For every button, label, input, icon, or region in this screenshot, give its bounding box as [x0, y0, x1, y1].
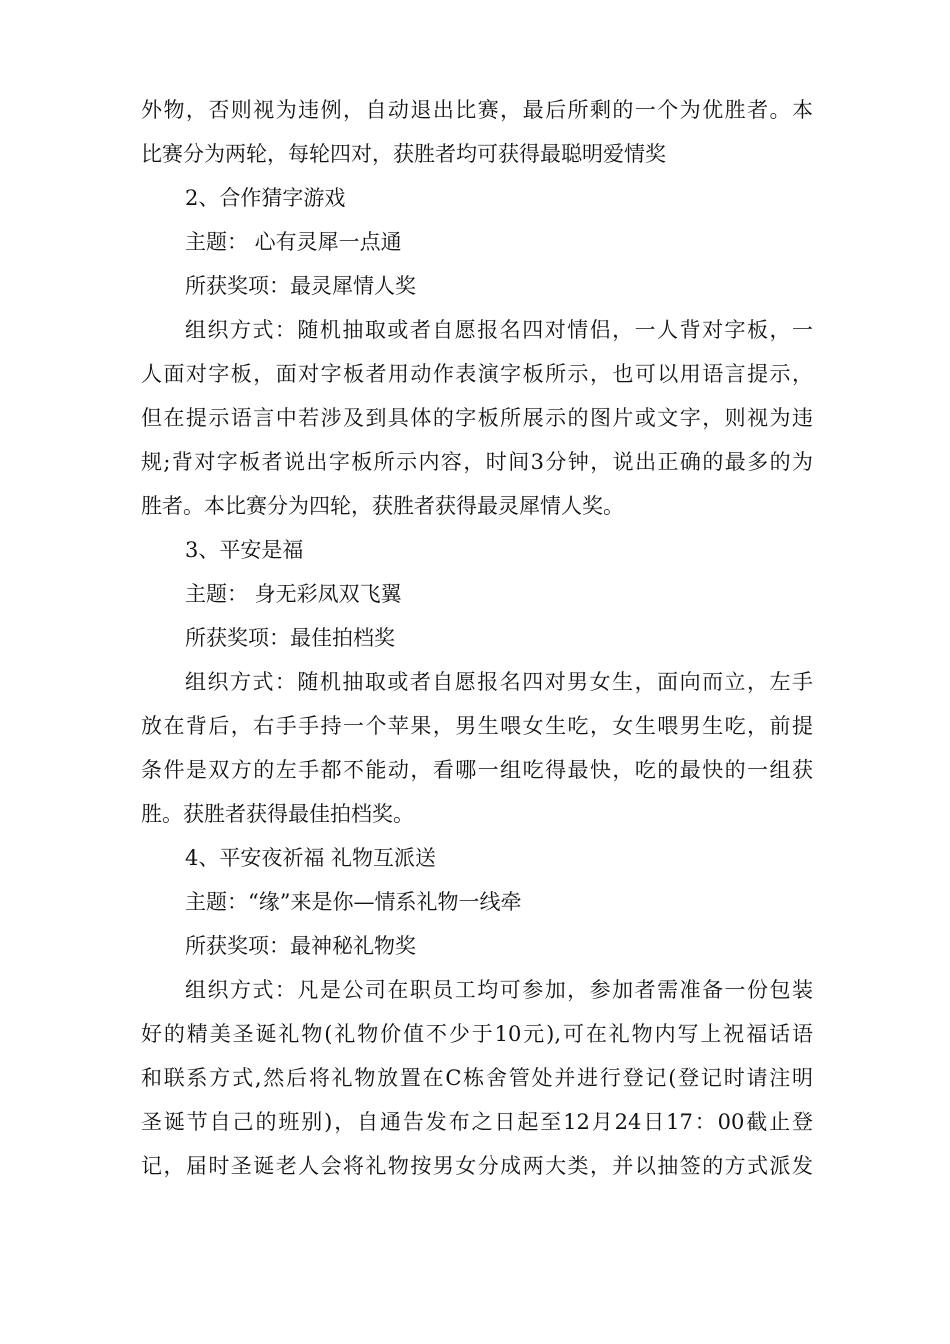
award-line: 所获奖项：最佳拍档奖 [185, 626, 395, 650]
section-heading: 3、平安是福 [185, 538, 304, 562]
award-line: 所获奖项：最灵犀情人奖 [185, 274, 416, 298]
paragraph-line: 放在背后，右手手持一个苹果，男生喂女生吃，女生喂男生吃，前提 [141, 714, 813, 738]
paragraph-line: 组织方式：随机抽取或者自愿报名四对情侣，一人背对字板，一 [185, 318, 813, 342]
paragraph-line: 组织方式：凡是公司在职员工均可参加，参加者需准备一份包装 [185, 978, 813, 1002]
theme-line: 主题： 心有灵犀一点通 [185, 230, 402, 254]
paragraph-line: 外物，否则视为违例，自动退出比赛，最后所剩的一个为优胜者。本 [141, 98, 813, 122]
section-heading: 4、平安夜祈福 礼物互派送 [185, 846, 437, 870]
document-body [141, 88, 813, 1188]
award-line: 所获奖项：最神秘礼物奖 [185, 934, 416, 958]
section-heading: 2、合作猜字游戏 [185, 186, 346, 210]
paragraph-line: 和联系方式,然后将礼物放置在C栋舍管处并进行登记(登记时请注明 [141, 1066, 813, 1090]
paragraph-line: 人面对字板，面对字板者用动作表演字板所示，也可以用语言提示， [141, 362, 813, 386]
theme-line: 主题： 身无彩凤双飞翼 [185, 582, 402, 606]
paragraph-line: 记，届时圣诞老人会将礼物按男女分成两大类，并以抽签的方式派发 [141, 1154, 813, 1178]
paragraph-line: 比赛分为两轮，每轮四对，获胜者均可获得最聪明爱情奖 [141, 142, 666, 166]
paragraph-line: 好的精美圣诞礼物(礼物价值不少于10元),可在礼物内写上祝福话语 [141, 1022, 813, 1046]
paragraph-line: 圣诞节自己的班别)，自通告发布之日起至12月24日17：00截止登 [141, 1110, 813, 1134]
theme-line: 主题：“缘”来是你—情系礼物一线牵 [185, 890, 522, 914]
paragraph-line: 组织方式：随机抽取或者自愿报名四对男女生，面向而立，左手 [185, 670, 813, 694]
paragraph-line: 规;背对字板者说出字板所示内容，时间3分钟，说出正确的最多的为 [141, 450, 813, 474]
paragraph-line: 但在提示语言中若涉及到具体的字板所展示的图片或文字，则视为违 [141, 406, 813, 430]
paragraph-line: 条件是双方的左手都不能动，看哪一组吃得最快，吃的最快的一组获 [141, 758, 813, 782]
paragraph-line: 胜。获胜者获得最佳拍档奖。 [141, 802, 414, 826]
paragraph-line: 胜者。本比赛分为四轮，获胜者获得最灵犀情人奖。 [141, 494, 624, 518]
